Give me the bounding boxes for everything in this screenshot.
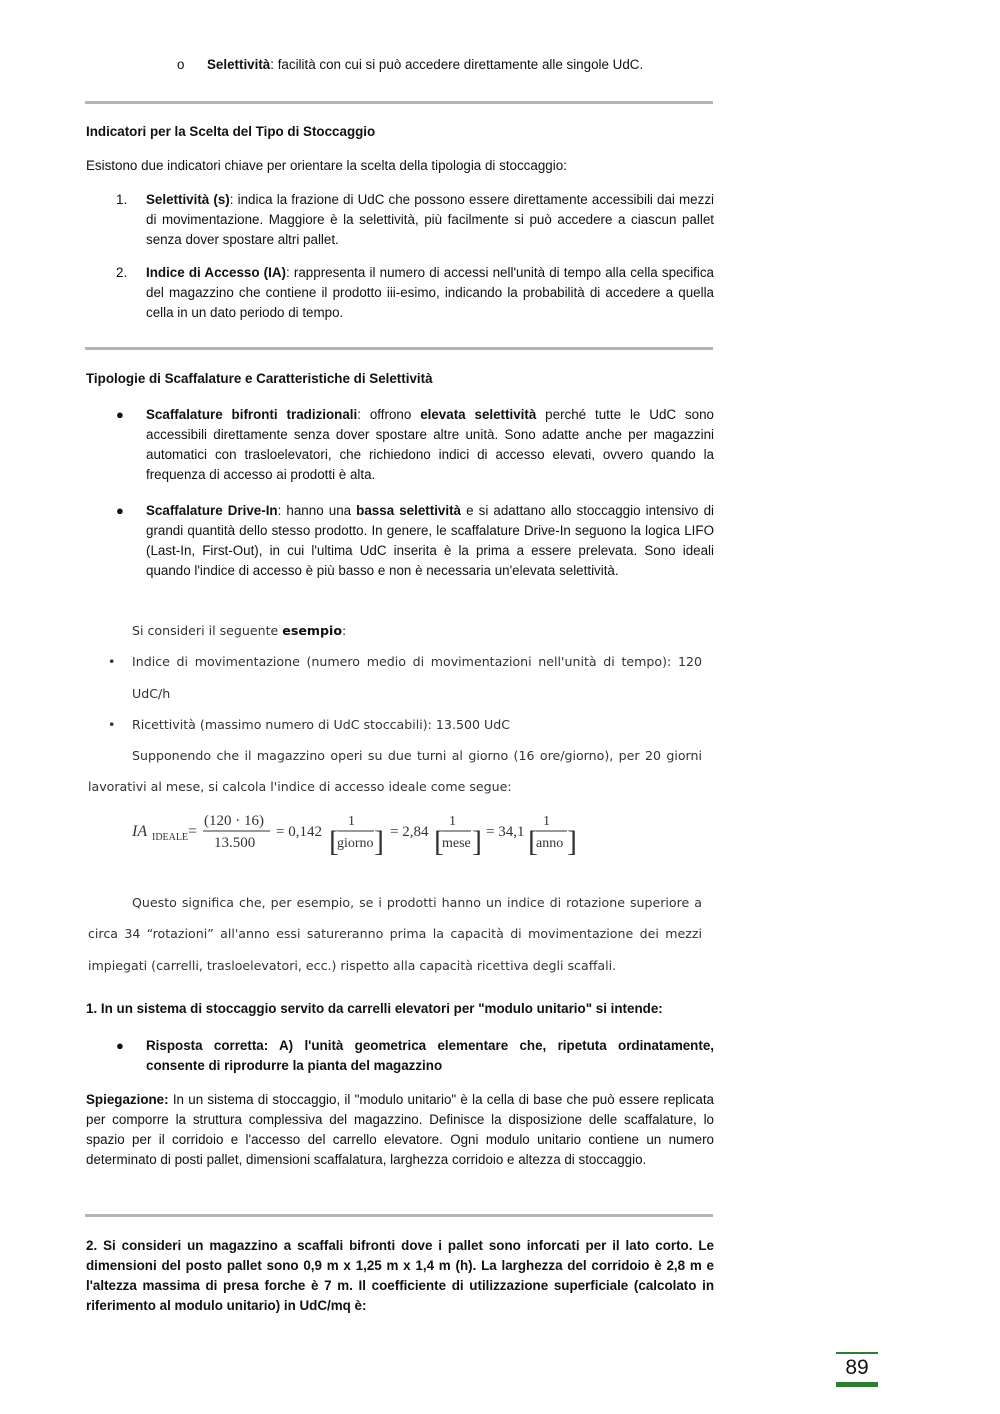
list-item — [116, 405, 714, 485]
formula-lhs-sub: IDEALE — [152, 832, 189, 843]
emphasis: esempio — [282, 623, 342, 638]
answer-item — [116, 1036, 714, 1076]
explanation-text: In un sistema di stoccaggio, il "modulo unitario" è la cella di base che può essere replicata per comporre la struttura complessiva del magazzino. Definisce la disposizione delle scaffalature, lo spazio per il corridoio e l'accesso del carrello elevatore. Ogni modulo unitario contiene un numero determinato di posti pallet, dimensioni scaffalatura, larghezza corridoio e altezza di stoccaggio. — [86, 1092, 714, 1167]
svg-text:]: ] — [374, 825, 384, 857]
question-1: 1. In un sistema di stoccaggio servito da carrelli elevatori per "modulo unitario" si intende: — [86, 1001, 663, 1016]
sub-bullet-selettivita — [177, 57, 643, 72]
section-heading: Indicatori per la Scelta del Tipo di Stoccaggio — [86, 124, 376, 139]
list-item — [116, 190, 714, 250]
bullet-dot-icon: ● — [116, 1038, 124, 1053]
page-number: 89 — [845, 1356, 869, 1379]
formula-unit-3: anno — [536, 836, 564, 851]
question-2: 2. Si consideri un magazzino a scaffali bifronti dove i pallet sono inforcati per il lato corto. Le dimensioni del posto pallet sono 0,9 m x 1,25 m x 1,4 m (h). La larghezza del corridoio è 2,8 m e l'altezza massima di presa forche è 7 m. Il coefficiente di utilizzazione superficiale (calcolato in riferimento al modulo unitario) in UdC/mq è: — [86, 1238, 714, 1313]
formula-value-3: = 34,1 — [486, 824, 525, 840]
section-heading: Tipologie di Scaffalature e Caratteristiche di Selettività — [86, 371, 433, 386]
term: Scaffalature Drive-In — [146, 503, 278, 518]
page-number-box — [836, 1352, 878, 1387]
separator — [85, 1214, 713, 1217]
item-text: e si adattano allo stoccaggio intensivo di grandi quantità dello stesso prodotto. In genere, le scaffalature Drive-In seguono la logica LIFO (Last-In, First-Out), in cui l'ultima UdC inserita è la prima a essere prelevata. Sono ideali quando l'indice di accesso è più basso e non è necessaria un'elevata selettività. — [146, 503, 715, 578]
separator — [85, 101, 713, 104]
bullet-marker: o — [177, 57, 185, 72]
example-bullet-line: UdC/h — [132, 686, 171, 701]
formula-one: 1 — [348, 814, 355, 829]
list-number: 1. — [116, 192, 128, 207]
page-number-bottom-rule — [836, 1382, 878, 1387]
formula-one: 1 — [543, 814, 550, 829]
explanation-label: Spiegazione: — [86, 1092, 169, 1107]
example-paragraph-line: Questo significa che, per esempio, se i prodotti hanno un indice di rotazione superiore a — [132, 895, 702, 910]
svg-text:]: ] — [567, 825, 577, 857]
formula-lhs: IA — [132, 823, 148, 840]
formula-denominator: 13.500 — [214, 835, 256, 851]
formula-one: 1 — [449, 814, 456, 829]
list-item — [116, 501, 714, 581]
emphasis: bassa selettività — [356, 503, 462, 518]
item-text: : rappresenta il numero di accessi nell'unità di tempo alla cella specifica del magazzino che contiene il prodotto iii-esimo, indicando la probabilità di accedere a quella cella in un dato periodo di tempo. — [146, 265, 715, 320]
item-text: perché tutte le UdC sono accessibili direttamente senza dover spostare altre unità. Sono adatte anche per magazzini automatici con trasloelevatori, che richiedono indici di accesso elevati, ovvero quando la frequenza di accesso ai prodotti è alta. — [146, 407, 714, 482]
term: Selettività (s) — [146, 192, 230, 207]
term: Scaffalature bifronti tradizionali — [146, 407, 358, 422]
bullet-dot-icon: ● — [116, 407, 124, 422]
list-item — [116, 263, 714, 323]
example-paragraph-line: impiegati (carrelli, trasloelevatori, ecc.) rispetto alla capacità ricettiva degli scaffali. — [88, 958, 617, 973]
definition: : facilità con cui si può accedere direttamente alle singole UdC. — [270, 57, 644, 72]
example-intro — [132, 623, 346, 638]
svg-text:[: [ — [329, 825, 339, 857]
example-paragraph-line: circa 34 “rotazioni” all'anno essi satureranno prima la capacità di movimentazione dei mezzi — [88, 926, 702, 941]
item-text: : indica la frazione di UdC che possono essere direttamente accessibili dai mezzi di movimentazione. Maggiore è la selettività, più facilmente si può accedere a ciascun pallet senza dover spostare altri pallet. — [146, 192, 714, 247]
svg-text:[: [ — [434, 825, 444, 857]
example-bullet: Ricettività (massimo numero di UdC stoccabili): 13.500 UdC — [132, 717, 510, 732]
bullet-dot-icon: • — [108, 717, 116, 732]
formula-ia-ideale — [130, 805, 590, 862]
separator — [85, 347, 713, 350]
bullet-dot-icon: • — [108, 654, 116, 669]
item-text: : hanno una — [277, 503, 357, 518]
text: Si consideri il seguente — [132, 623, 283, 638]
formula-value-1: = 0,142 — [276, 824, 322, 840]
bullet-dot-icon: ● — [116, 503, 124, 518]
svg-text:[: [ — [528, 825, 538, 857]
text: : — [341, 623, 347, 638]
svg-text:=: = — [188, 823, 198, 840]
explanation — [86, 1090, 714, 1170]
answer-text: Risposta corretta: A) l'unità geometrica elementare che, ripetuta ordinatamente, consente di riprodurre la pianta del magazzino — [146, 1038, 714, 1073]
example-bullet-line: Indice di movimentazione (numero medio di movimentazioni nell'unità di tempo): 120 — [132, 654, 702, 669]
example-paragraph-line: lavorativi al mese, si calcola l'indice di accesso ideale come segue: — [88, 779, 512, 794]
emphasis: elevata selettività — [420, 407, 537, 422]
formula-unit-1: giorno — [337, 836, 374, 851]
formula-value-2: = 2,84 — [390, 824, 429, 840]
term: Selettività — [207, 57, 271, 72]
example-paragraph-line: Supponendo che il magazzino operi su due turni al giorno (16 ore/giorno), per 20 giorni — [132, 748, 702, 763]
item-text: : offrono — [357, 407, 421, 422]
svg-text:]: ] — [472, 825, 482, 857]
formula-graphic — [130, 805, 590, 857]
section-intro: Esistono due indicatori chiave per orientare la scelta della tipologia di stoccaggio: — [86, 158, 567, 173]
term: Indice di Accesso (IA) — [146, 265, 286, 280]
list-number: 2. — [116, 265, 128, 280]
formula-unit-2: mese — [442, 836, 471, 851]
formula-numerator: (120 · 16) — [204, 813, 264, 829]
